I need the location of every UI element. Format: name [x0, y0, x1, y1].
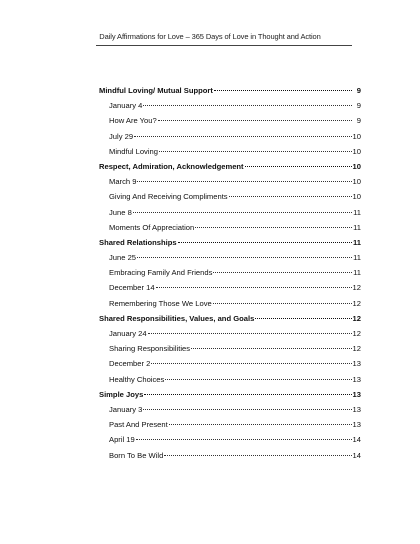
- toc-page-number: 11: [353, 268, 361, 278]
- dot-leader: [214, 90, 352, 91]
- toc-section-row[interactable]: [99, 390, 361, 405]
- toc-page-number: 12: [352, 298, 361, 308]
- toc-label: January 24: [109, 329, 147, 338]
- toc-entry-row[interactable]: [99, 375, 361, 390]
- toc-label: December 14: [109, 283, 155, 293]
- toc-entry-row[interactable]: [99, 223, 361, 238]
- toc-page-number: 11: [352, 237, 361, 247]
- toc-page-number: 13: [352, 374, 361, 384]
- dot-leader: [137, 181, 351, 182]
- toc-page-number: 10: [352, 131, 361, 141]
- dot-leader: [164, 455, 351, 456]
- toc-label: June 8: [109, 207, 132, 217]
- dot-leader: [159, 151, 352, 152]
- dot-leader: [178, 242, 352, 243]
- toc-entry-row[interactable]: [99, 116, 361, 131]
- toc-section-row[interactable]: [99, 314, 361, 329]
- header-rule: [96, 45, 352, 46]
- toc-section-row[interactable]: [99, 238, 361, 253]
- toc-label: Mindful Loving/ Mutual Support: [99, 86, 213, 95]
- toc-entry-row[interactable]: [99, 344, 361, 359]
- dot-leader: [158, 120, 352, 121]
- toc-page-number: 11: [353, 207, 361, 217]
- toc-label: Giving And Receiving Compliments: [109, 192, 228, 202]
- dot-leader: [245, 166, 352, 167]
- toc-entry-row[interactable]: [99, 405, 361, 420]
- toc-page-number: 13: [352, 420, 361, 430]
- toc-label: Shared Relationships: [99, 237, 177, 247]
- toc-label: Born To Be Wild: [109, 450, 164, 460]
- toc-page-number: 11: [353, 253, 361, 263]
- toc-page-number: 13: [352, 359, 361, 369]
- toc-label: Remembering Those We Love: [109, 298, 212, 308]
- dot-leader: [137, 257, 352, 258]
- toc-entry-row[interactable]: [99, 420, 361, 435]
- toc-entry-row[interactable]: [99, 359, 361, 374]
- toc-label: How Are You?: [109, 116, 157, 126]
- toc-page-number: 12: [352, 344, 361, 354]
- toc-label: Simple Joys: [99, 389, 144, 399]
- toc-label: January 4: [109, 101, 143, 111]
- toc-entry-row[interactable]: [99, 451, 361, 466]
- table-of-contents: [99, 86, 361, 466]
- toc-page-number: 10: [352, 161, 361, 171]
- toc-page-number: 11: [353, 222, 361, 232]
- toc-label: Embracing Family And Friends: [109, 268, 213, 278]
- toc-page-number: 10: [352, 192, 361, 202]
- dot-leader: [169, 424, 352, 425]
- toc-page-number: 12: [352, 283, 361, 293]
- toc-entry-row[interactable]: [99, 253, 361, 268]
- toc-label: June 25: [109, 253, 137, 263]
- dot-leader: [195, 227, 352, 228]
- toc-entry-row[interactable]: [99, 329, 361, 344]
- toc-label: December 2: [109, 359, 151, 369]
- dot-leader: [148, 333, 352, 334]
- toc-page-number: 13: [352, 389, 361, 399]
- toc-label: March 9: [109, 177, 137, 187]
- dot-leader: [144, 394, 351, 395]
- toc-page-number: 9: [356, 86, 361, 95]
- dot-leader: [136, 439, 352, 440]
- dot-leader: [133, 212, 352, 213]
- dot-leader: [191, 348, 352, 349]
- dot-leader: [134, 136, 351, 137]
- toc-entry-row[interactable]: [99, 299, 361, 314]
- dot-leader: [213, 303, 352, 304]
- dot-leader: [213, 272, 352, 273]
- dot-leader: [143, 409, 351, 410]
- toc-label: Healthy Choices: [109, 374, 165, 384]
- toc-page-number: 12: [352, 313, 361, 323]
- dot-leader: [165, 379, 351, 380]
- toc-page-number: 10: [352, 177, 361, 187]
- toc-entry-row[interactable]: [99, 147, 361, 162]
- dot-leader: [143, 105, 352, 106]
- toc-entry-row[interactable]: [99, 268, 361, 283]
- toc-entry-row[interactable]: [99, 435, 361, 450]
- toc-label: Sharing Responsibilities: [109, 344, 191, 354]
- toc-page-number: 9: [356, 101, 361, 111]
- toc-entry-row[interactable]: [99, 132, 361, 147]
- page-header: Daily Affirmations for Love – 365 Days of Love in Thought and Action: [99, 32, 321, 41]
- toc-entry-row[interactable]: [99, 177, 361, 192]
- toc-page-number: 12: [352, 329, 361, 338]
- toc-label: Respect, Admiration, Acknowledgement: [99, 161, 244, 171]
- toc-entry-row[interactable]: [99, 101, 361, 116]
- dot-leader: [156, 287, 352, 288]
- toc-label: Past And Present: [109, 420, 168, 430]
- toc-page-number: 9: [356, 116, 361, 126]
- dot-leader: [255, 318, 351, 319]
- dot-leader: [229, 196, 352, 197]
- dot-leader: [151, 363, 351, 364]
- toc-label: January 3: [109, 404, 143, 414]
- toc-page-number: 14: [352, 435, 361, 445]
- toc-entry-row[interactable]: [99, 192, 361, 207]
- toc-section-row[interactable]: [99, 162, 361, 177]
- toc-page-number: 14: [352, 450, 361, 460]
- toc-entry-row[interactable]: [99, 283, 361, 298]
- toc-page-number: 10: [352, 146, 361, 156]
- toc-label: Moments Of Appreciation: [109, 222, 195, 232]
- toc-section-row[interactable]: [99, 86, 361, 101]
- toc-label: July 29: [109, 131, 134, 141]
- toc-label: April 19: [109, 435, 135, 445]
- toc-label: Mindful Loving: [109, 146, 158, 156]
- toc-page-number: 13: [352, 404, 361, 414]
- toc-entry-row[interactable]: [99, 208, 361, 223]
- toc-label: Shared Responsibilities, Values, and Goals: [99, 313, 255, 323]
